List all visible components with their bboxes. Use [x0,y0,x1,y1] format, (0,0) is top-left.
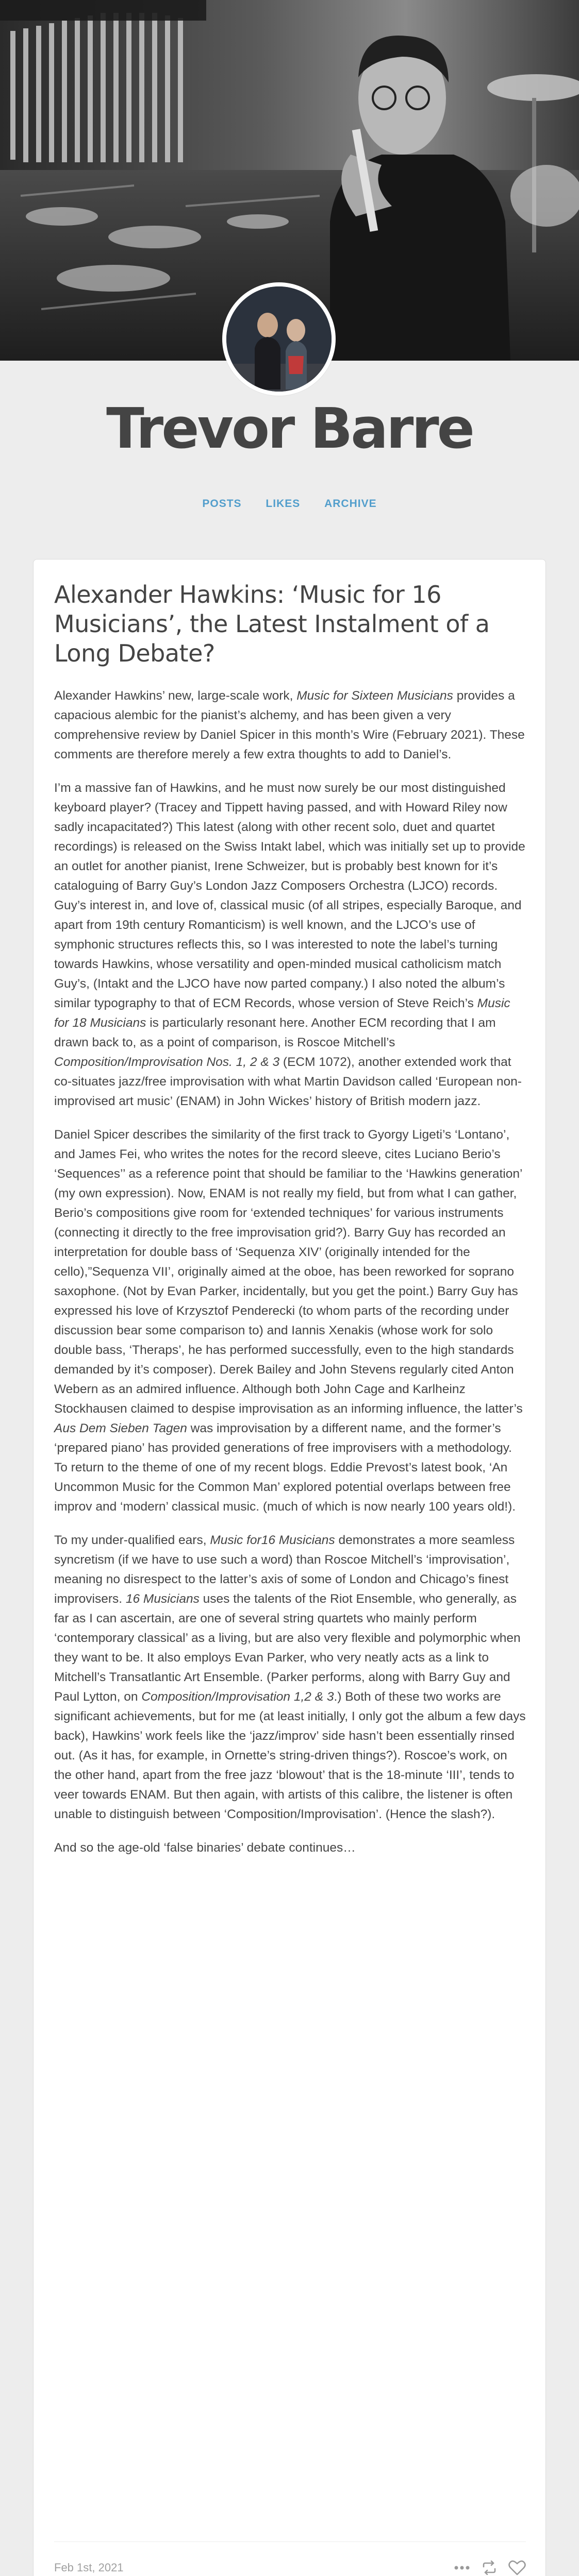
nav-likes[interactable]: LIKES [266,498,301,510]
more-icon[interactable] [454,2565,470,2570]
post-paragraph [54,778,526,1111]
post-card [33,559,546,2576]
post-footer [54,2557,526,2576]
avatar[interactable] [222,282,336,396]
paragraph-text: To my under-qualified ears, [54,1533,210,1547]
paragraph-text: demonstrates a more seamless syncretism (if we have to use such a word) than Roscoe Mitchell’s ‘improvisation’, meaning no disrespect to the latter’s axis of some of London and Chicago’s finest improvisers. [54,1533,515,1606]
paragraph-text: And so the age-old ‘false binaries’ debate continues… [54,1841,356,1855]
post-body [54,686,526,1872]
italic-title: Aus Dem Sieben Tagen [54,1421,187,1435]
post-title[interactable]: Alexander Hawkins: ‘Music for 16 Musicians’, the Latest Instalment of a Long Debate? [54,581,490,667]
paragraph-text: Daniel Spicer describes the similarity of the first track to Gyorgy Ligeti’s ‘Lontano’, and James Fei, who writes the notes for the record sleeve, cites Luciano Berio’s ‘Sequences’’ as a reference point that should be familiar to the ‘Hawkins generation’ (my own expression). Now, ENAM is not really my field, but from what I can gather, Berio’s compositions give room for ‘extended techniques’ for various instruments (connecting it directly to the free improvisation grid?). Barry Guy has recorded an interpretation for double bass of ‘Sequenza XIV’ (originally intended for the cello),”Sequenza VII’, originally aimed at the oboe, has been reworked for soprano saxophone. (Not by Evan Parker, incidentally, but you get the point.) Barry Guy has expressed his love of Krzysztof Penderecki (to whom parts of the recording under discussion bear some comparison to) and Iannis Xenakis (whose work for solo double bass, ‘Theraps’, he has performed successfully, even to the high standards demanded by it’s composer). Derek Bailey and John Stevens regularly cited Anton Webern as an admired influence. Although both John Cage and Karlheinz Stockhausen claimed to despise improvisation as an informing influence, the latter’s [54,1128,523,1416]
post-divider [54,2541,526,2542]
avatar-image [226,286,332,392]
paragraph-text: was improvisation by a different name, and the former’s ‘prepared piano’ has provided generations of free improvisers with a methodology. To return to the theme of one of my recent blogs. Eddie Prevost’s latest book, ‘An Uncommon Music for the Common Man’ explored potential overlaps between free improv and ‘modern’ classical music. (much of which is now nearly 100 years old!). [54,1421,516,1514]
blog-title[interactable]: Trevor Barre [106,397,473,461]
heart-icon[interactable] [508,2560,526,2575]
italic-title: Music for 18 Musicians [54,996,510,1030]
reblog-icon[interactable] [482,2561,497,2575]
paragraph-text: provides a capacious alembic for the pianist’s alchemy, and has been given a very comprehensive review by Daniel Spicer in this month’s Wire (February 2021). These comments are therefore merely a few extra thoughts to add to Daniel’s. [54,689,525,761]
post-actions [454,2560,526,2575]
main-nav [0,498,579,510]
paragraph-text: I’m a massive fan of Hawkins, and he must now surely be our most distinguished keyboard player? (Tracey and Tippett having passed, and with Howard Riley now sadly incapacitated?) This latest (along with other recent solo, duet and quartet recordings) is released on the Swiss Intakt label, which was initially set up to provide an outlet for another pianist, Irene Schweizer, but is probably best known for it’s cataloguing of Barry Guy’s London Jazz Composers Orchestra (LJCO) records. Guy’s interest in, and love of, classical music (of all stripes, especially Baroque, and apart from 19th century Romanticism) is well known, and the LJCO’s use of symphonic structures reflects this, so I was interested to note the label’s turning towards Hawkins, whose versatility and open-minded musical catholicism match Guy’s, (Intakt and the LJCO have now parted company.) I also noted the album’s similar typography to that of ECM Records, whose version of Steve Reich’s [54,781,525,1010]
italic-title: Composition/Improvisation 1,2 & 3 [141,1690,334,1704]
paragraph-text: Alexander Hawkins’ new, large-scale work, [54,689,297,703]
post-paragraph [54,1531,526,1824]
nav-posts[interactable]: POSTS [202,498,242,510]
post-paragraph [54,1838,526,1858]
paragraph-text: .) Both of these two works are significant achievements, but for me (at least initially, I only got the album a few days back), Hawkins’ work feels like the ‘jazz/improv’ side hasn’t been essentially rinsed out. (As it has, for example, in Ornette’s string-driven things?). Roscoe’s work, on the other hand, apart from the free jazz ‘blowout’ that is the 18-minute ‘III’, tends to veer towards ENAM. But then again, with artists of this calibre, the listener is often unable to distinguish between ‘Composition/Improvisation’. (Hence the slash?). [54,1690,526,1821]
nav-archive[interactable]: ARCHIVE [324,498,377,510]
paragraph-text: is particularly resonant here. Another ECM recording that I am drawn back to, as a point of comparison, is Roscoe Mitchell’s [54,1016,496,1049]
post-paragraph [54,1125,526,1517]
italic-title: 16 Musicians [125,1592,200,1606]
paragraph-text: uses the talents of the Riot Ensemble, who generally, as far as I can ascertain, are one of several string quartets who mainly perform ‘contemporary classical’ as a living, but are also very flexible and polymorphic when they want to be. It also employs Evan Parker, who very neatly acts as a link to Mitchell’s Transatlantic Art Ensemble. (Parker performs, along with Barry Guy and Paul Lytton, on [54,1592,521,1704]
post-date[interactable]: Feb 1st, 2021 [54,2561,124,2574]
italic-title: Music for Sixteen Musicians [296,689,453,703]
post-paragraph [54,686,526,765]
paragraph-text: (ECM 1072), another extended work that co-situates jazz/free improvisation with what Martin Davidson called ‘European non-improvised art music’ (ENAM) in John Wickes’ history of British modern jazz. [54,1055,522,1108]
italic-title: Music for16 Musicians [210,1533,335,1547]
italic-title: Composition/Improvisation Nos. 1, 2 & 3 [54,1055,280,1069]
